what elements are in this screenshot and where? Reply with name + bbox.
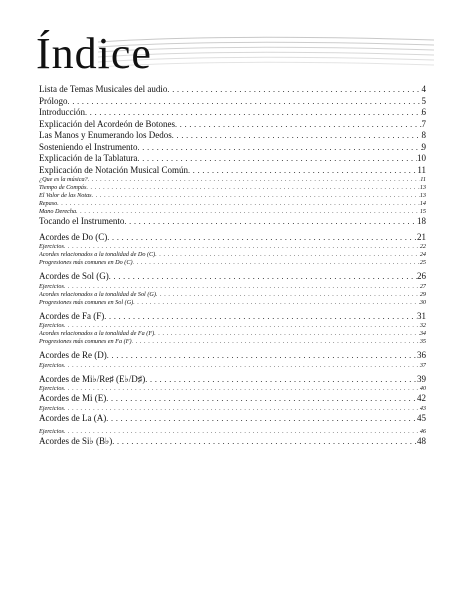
dot-leader — [109, 271, 417, 283]
dot-leader — [172, 130, 422, 142]
dot-leader — [188, 165, 417, 177]
toc-subentry[interactable] — [39, 428, 426, 436]
toc-entry[interactable] — [39, 119, 426, 131]
toc-entry[interactable] — [39, 153, 426, 165]
page-header — [36, 24, 436, 84]
toc-page-number: 48 — [417, 436, 426, 446]
dot-leader — [107, 232, 417, 244]
toc-entry-label: Ejercicios — [39, 428, 64, 435]
toc-entry[interactable] — [39, 232, 426, 244]
toc-entry[interactable] — [39, 142, 426, 154]
dot-leader — [92, 192, 420, 200]
toc-page-number: 40 — [419, 385, 426, 392]
toc-entry[interactable] — [39, 374, 426, 386]
dot-leader — [175, 119, 422, 131]
toc-page-number: 24 — [419, 251, 426, 258]
toc-entry[interactable] — [39, 130, 426, 142]
dot-leader — [167, 84, 421, 96]
toc-entry-label: ¿Que es la música? — [39, 176, 88, 183]
dot-leader — [133, 259, 420, 267]
toc-entry-label: Acordes de Fa (F) — [39, 310, 105, 321]
toc-page-number: 5 — [421, 95, 426, 106]
toc-subentry[interactable] — [39, 184, 426, 192]
toc-subentry[interactable] — [39, 176, 426, 184]
toc-page-number: 29 — [419, 290, 426, 298]
toc-entry-label: Las Manos y Enumerando los Dedos — [39, 130, 172, 140]
dot-leader — [132, 338, 420, 346]
toc-subentry[interactable] — [39, 259, 426, 267]
toc-entry-label: El Valor de las Notas — [39, 192, 92, 199]
toc-subentry[interactable] — [39, 192, 426, 200]
dot-leader — [85, 107, 422, 119]
toc-subentry[interactable] — [39, 243, 426, 251]
toc-page-number: 13 — [419, 184, 426, 191]
toc-subentry[interactable] — [39, 208, 426, 216]
toc-page-number: 26 — [417, 271, 426, 281]
dot-leader — [68, 96, 422, 108]
toc-entry-label: Progresiones más comunes en Fa (F) — [39, 338, 132, 345]
toc-subentry[interactable] — [39, 322, 426, 330]
toc-subentry[interactable] — [39, 251, 426, 259]
toc-entry-label: Ejercicios — [39, 322, 64, 329]
toc-entry-label: Acordes relacionados a la tonalidad de Sol (G) — [39, 290, 156, 298]
toc-entry-label: Introducción — [39, 107, 85, 117]
toc-page-number: 8 — [421, 130, 426, 140]
toc-entry-label: Ejercicios — [39, 243, 64, 250]
dot-leader — [86, 184, 419, 192]
toc-entry[interactable] — [39, 96, 426, 108]
toc-entry[interactable] — [39, 436, 426, 448]
dot-leader — [155, 251, 420, 259]
toc-entry-label: Ejercicios — [39, 361, 64, 369]
toc-page-number: 6 — [421, 107, 426, 117]
toc-page-number: 42 — [417, 393, 426, 403]
toc-entry[interactable] — [39, 311, 426, 323]
toc-subentry[interactable] — [39, 283, 426, 291]
dot-leader — [57, 200, 420, 208]
toc-entry-label: Tocando el Instrumento — [39, 216, 125, 226]
dot-leader — [64, 362, 420, 370]
toc-entry[interactable] — [39, 413, 426, 425]
toc-entry-label: Acordes de Do (C) — [39, 231, 108, 242]
toc-subentry[interactable] — [39, 291, 426, 299]
toc-subentry[interactable] — [39, 405, 426, 413]
dot-leader — [106, 413, 417, 425]
toc-page-number: 34 — [419, 330, 426, 337]
toc-entry-label: Acordes de Mi (E) — [39, 393, 107, 403]
toc-entry-label: Acordes de Si♭ (B♭) — [39, 436, 113, 446]
toc-entry-label: Mano Derecha — [39, 208, 77, 215]
toc-page-number: 46 — [419, 428, 426, 435]
toc-subentry[interactable] — [39, 385, 426, 393]
toc-entry-label: Explicación de Notación Musical Común — [39, 164, 188, 175]
toc-entry-label: Ejercicios — [39, 385, 64, 392]
toc-subentry[interactable] — [39, 362, 426, 370]
dot-leader — [64, 385, 420, 393]
dot-leader — [107, 350, 417, 362]
toc-page-number: 13 — [419, 192, 426, 199]
toc-page-number: 31 — [417, 310, 426, 321]
dot-leader — [64, 322, 420, 330]
dot-leader — [124, 216, 417, 228]
dot-leader — [154, 330, 420, 338]
toc-entry-label: Repaso — [39, 200, 58, 207]
toc-entry-label: Acordes de La (A) — [39, 412, 107, 423]
table-of-contents — [39, 84, 426, 448]
toc-subentry[interactable] — [39, 338, 426, 346]
toc-page-number: 15 — [419, 208, 426, 215]
toc-page-number: 25 — [419, 259, 426, 266]
dot-leader — [64, 243, 420, 251]
dot-leader — [138, 142, 422, 154]
toc-entry[interactable] — [39, 350, 426, 362]
toc-page-number: 11 — [420, 176, 426, 183]
dot-leader — [76, 208, 420, 216]
toc-entry-label: Acordes relacionados a la tonalidad de Do (C) — [39, 251, 156, 258]
toc-entry-label: Progresiones más comunes en Do (C) — [39, 259, 133, 266]
toc-page-number: 36 — [417, 350, 426, 360]
toc-entry[interactable] — [39, 393, 426, 405]
toc-page-number: 11 — [417, 164, 426, 175]
toc-page-number: 4 — [421, 84, 426, 94]
dot-leader — [64, 283, 420, 291]
toc-entry-label: Progresiones más comunes en Sol (G) — [39, 298, 134, 306]
dot-leader — [133, 299, 420, 307]
dot-leader — [64, 405, 420, 413]
dot-leader — [137, 153, 417, 165]
toc-page-number: 27 — [419, 282, 426, 290]
toc-subentry[interactable] — [39, 200, 426, 208]
toc-page-number: 30 — [419, 298, 426, 306]
toc-page-number: 9 — [421, 141, 426, 152]
toc-entry-label: Explicación de la Tablatura — [39, 153, 138, 163]
toc-entry[interactable] — [39, 107, 426, 119]
toc-entry-label: Lista de Temas Musicales del audio — [39, 84, 168, 94]
dot-leader — [145, 374, 417, 386]
toc-page-number: 39 — [417, 373, 426, 384]
toc-entry-label: Prólogo — [39, 95, 68, 106]
toc-page-number: 14 — [419, 200, 426, 207]
toc-entry-label: Acordes de Mi♭/Re♯ (E♭/D♯) — [39, 373, 146, 384]
toc-subentry[interactable] — [39, 299, 426, 307]
toc-entry-label: Acordes relacionados a la tonalidad de Fa (F) — [39, 330, 155, 337]
toc-entry-label: Acordes de Sol (G) — [39, 271, 109, 281]
toc-page-number: 10 — [417, 153, 426, 163]
page-title: Índice — [36, 29, 152, 78]
toc-page-number: 37 — [419, 361, 426, 369]
dot-leader — [106, 393, 417, 405]
toc-entry-label: Tiempo de Compás — [39, 184, 87, 191]
toc-entry-label: Acordes de Re (D) — [39, 350, 107, 360]
toc-entry-label: Sosteniendo el Instrumento — [39, 141, 138, 152]
toc-page-number: 18 — [417, 216, 426, 226]
toc-entry-label: Ejercicios — [39, 282, 64, 290]
toc-entry[interactable] — [39, 271, 426, 283]
dot-leader — [64, 428, 420, 436]
dot-leader — [156, 291, 420, 299]
toc-entry-label: Ejercicios — [39, 404, 64, 412]
toc-page-number: 35 — [419, 338, 426, 345]
toc-page-number: 21 — [417, 231, 426, 242]
toc-page-number: 45 — [417, 412, 426, 423]
toc-page-number: 7 — [421, 118, 426, 129]
dot-leader — [112, 436, 417, 448]
toc-page-number: 32 — [419, 322, 426, 329]
toc-entry-label: Explicación del Acordeón de Botones — [39, 118, 175, 129]
toc-subentry[interactable] — [39, 330, 426, 338]
toc-entry[interactable] — [39, 165, 426, 177]
toc-entry[interactable] — [39, 84, 426, 96]
toc-page-number: 43 — [419, 404, 426, 412]
toc-entry[interactable] — [39, 216, 426, 228]
dot-leader — [88, 176, 421, 184]
toc-page-number: 22 — [419, 243, 426, 250]
dot-leader — [104, 311, 417, 323]
